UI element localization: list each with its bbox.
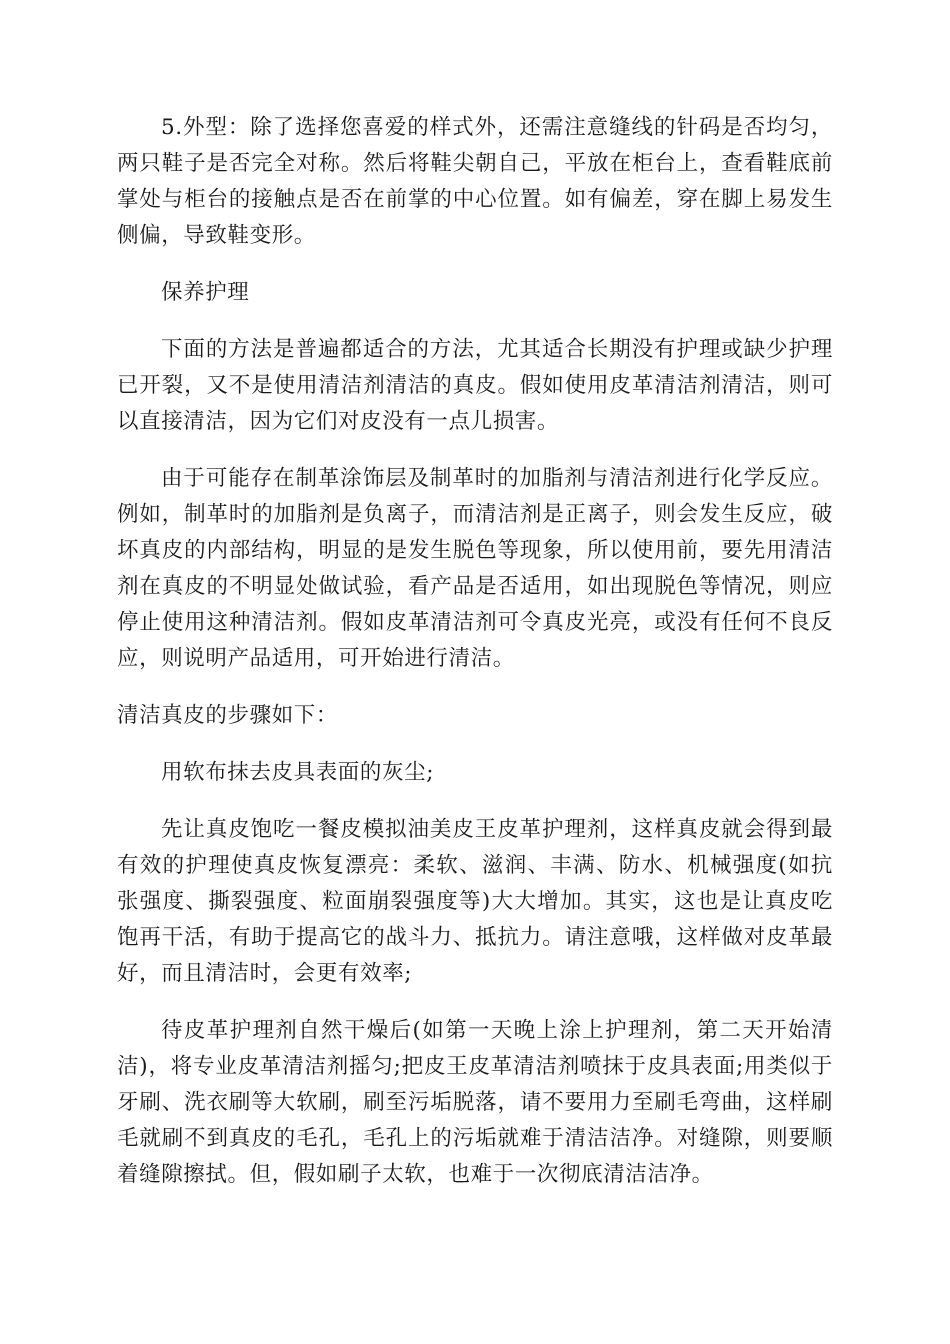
paragraph-step-conditioner: 先让真皮饱吃一餐皮模拟油美皮王皮革护理剂，这样真皮就会得到最有效的护理使真皮恢复漂亮：柔软、滋润、丰满、防水、机械强度(如抗张强度、撕裂强度、粒面崩裂强度等)大大增加。其实，这也是让真皮吃饱再干活，有助于提高它的战斗力、抵抗力。请注意哦，这样做对皮革最好，而且清洁时，会更有效率; [117,817,833,986]
paragraph-step-dust: 用软布抹去皮具表面的灰尘; [161,760,435,785]
document-page [117,110,833,1214]
section-heading-maintenance: 保养护理 [161,280,250,305]
paragraph-step-cleaning: 待皮革护理剂自然干燥后(如第一天晚上涂上护理剂，第二天开始清洁)，将专业皮革清洁剂摇匀;把皮王皮革清洁剂喷抹于皮具表面;用类似于牙刷、洗衣刷等大软刷，刷至污垢脱落，请不要用力至刷毛弯曲，这样刷毛就刷不到真皮的毛孔，毛孔上的污垢就难于清洁洁净。对缝隙，则要顺着缝隙擦拭。但，假如刷子太软，也难于一次彻底清洁洁净。 [117,1018,833,1187]
paragraph-chemical-reaction: 由于可能存在制革涂饰层及制革时的加脂剂与清洁剂进行化学反应。例如，制革时的加脂剂是负离子，而清洁剂是正离子，则会发生反应，破坏真皮的内部结构，明显的是发生脱色等现象，所以使用前，要先用清洁剂在真皮的不明显处做试验，看产品是否适用，如出现脱色等情况，则应停止使用这种清洁剂。假如皮革清洁剂可令真皮光亮，或没有任何不良反应，则说明产品适用，可开始进行清洁。 [117,466,833,671]
paragraph-general-method: 下面的方法是普遍都适合的方法，尤其适合长期没有护理或缺少护理已开裂，又不是使用清洁剂清洁的真皮。假如使用皮革清洁剂清洁，则可以直接清洁，因为它们对皮没有一点儿损害。 [117,337,833,434]
paragraph-appearance: 5.外型：除了选择您喜爱的样式外，还需注意缝线的针码是否均匀，两只鞋子是否完全对称。然后将鞋尖朝自己，平放在柜台上，查看鞋底前掌处与柜台的接触点是否在前掌的中心位置。如有偏差，穿在脚上易发生侧偏，导致鞋变形。 [117,115,833,248]
paragraph-steps-intro: 清洁真皮的步骤如下： [117,703,339,728]
